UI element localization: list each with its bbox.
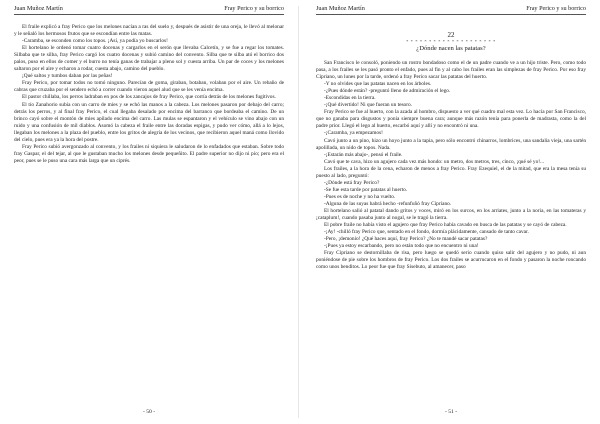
paragraph: El hortelano le ordenó tomar cuatro docenas y cargarlos en el serón que llevaba Calcetín, y se fue a regar los tomates. Silbaba que te silba, fray Perico cargó los cuatro docenas y subió camino del convento. Silba que te silba ató el borrico dos palos, puso en ellos de comer y el burro no tenía ganas de trabajar a pleno sol y cuesta arriba. Un par de coces y los melones saltaron por el aire y echaron a rodar, cuesta abajo, camino del pueblo. <box>14 45 284 73</box>
page-header <box>316 5 586 15</box>
paragraph: -Pues es de noche y no ha vuelto. <box>324 193 396 200</box>
page-gutter <box>298 6 299 418</box>
page-header <box>14 5 284 15</box>
paragraph: -¿Dónde está fray Perico? <box>324 179 380 186</box>
page-body <box>14 24 284 165</box>
paragraph: -Caramba, se esconden como los topos. ¡Así, ya podía yo buscarlos! <box>22 38 168 45</box>
paragraph: Cavó que te cava, hizo un agujero cada vez más hondo: un metro, dos metros, tres, cinco, ¡qué sé yo!... <box>324 158 545 165</box>
paragraph: -¡Estarán más abajo-, pensó el fraile. <box>324 151 403 158</box>
chapter-heading <box>316 31 586 53</box>
paragraph: El fraile explicó a fray Perico que los melones nacían a ras del suelo y, después de asistir de una oreja, le llevó al melonar y le señaló los hermosos frutos que se escondían entre las matas. <box>14 24 284 38</box>
chapter-ornament: * * * * * * * * * * * * * * * * * * * * <box>406 39 496 44</box>
page-body <box>316 60 586 271</box>
paragraph: Fray Cipriano se destornillaba de risa, pero luego se quedó serio cuando quiso salir del agujero y no pudo, ni aun poniéndose de pie sobre los hombros de fray Perico. Los dos frailes se acurrucaron en el fondo y pasaron la noche roncando como unos benditos. Lo peor fue que fray Sisebuto, al amanecer, paso <box>316 250 586 271</box>
header-book-title: Fray Perico y su borrico <box>224 5 284 12</box>
paragraph: El hortelano salió al patatal dando gritos y voces, miró en los surcos, en los arriates, junto a la noria, en las tomateras y ¡cataplum!, cuando pasaba junto al nogal, se le tragó la tierra. <box>316 207 586 222</box>
paragraph: El pobre fraile no había visto el agujero que fray Perico había cavado en busca de las patatas y se cayó de cabeza. <box>324 222 567 229</box>
paragraph: -Se fue esta tarde por patatas al huerto. <box>324 186 408 193</box>
paragraph: -¡Pues ya estoy escarbando, pero no están todo que no encuentro ni una! <box>324 243 479 250</box>
right-page <box>306 0 596 424</box>
paragraph: -Y no olvides que las patatas nacen en los árboles. <box>324 81 432 88</box>
header-book-title: Fray Perico y su borrico <box>526 5 586 12</box>
chapter-title: ¿Dónde nacen las patatas? <box>416 45 486 52</box>
paragraph: -Alguna de las suyas habrá hecho -refunfuñó fray Cipriano. <box>324 200 452 207</box>
paragraph: Fray Perico, por tomar todos no tomó ninguno. Parecían de goma, giraban, botaban, volaban por el aire. Un rebaño de cabras que cruzaba por el sendero echó a correr cuando vieron aquel alud que se les venía encima. <box>14 80 284 94</box>
page-number: - 50 - <box>142 409 156 415</box>
chapter-number: 22 <box>447 31 455 39</box>
paragraph: San Francisco le consoló, poniendo un rostro bondadoso como el de un padre cuando ve a un hijo triste. Pero, como todo pasa, a los frailes se les pasó pronto el enfado, pues al fin y al cabo los frailes eran las simplezas de fray Perico. Por eso fray Cipriano, un lunes por la tarde, ordenó a fray Perico sacar las patatas del huerto. <box>316 60 586 81</box>
page-number: - 51 - <box>444 409 458 415</box>
paragraph: -Pero, ¡demonio! ¿Qué haces aquí, fray Perico? ¿No te mandé sacar patatas? <box>324 236 488 243</box>
paragraph: -Escondidas en la tierra. <box>324 95 376 102</box>
header-author: Juan Muñoz Martín <box>14 5 63 12</box>
header-author: Juan Muñoz Martín <box>316 5 365 12</box>
paragraph: ¡Qué saltos y tumbos daban por las peñas! <box>22 73 113 80</box>
paragraph: -¡Ay! -chilló fray Perico que, sentado en el fondo, dormía plácidamente, cansado de tanto cavar. <box>324 229 529 236</box>
paragraph: Fray Perico subió avergonzado al convento, y los frailes ni siquiera le saludaron de lo enfadados que estaban. Sobre todo fray Gaspar, el del tejar, al que le gustaban mucho los melones desde pequeñito. El padre superior no dijo ni pío; pero era el peor, pues se le puso una cara más larga que un ciprés. <box>14 143 284 164</box>
paragraph: Los frailes, a la hora de la cena, echaron de menos a fray Perico. Fray Ezequiel, el de la mitad, que era la mesa tenía su puesto al lado, preguntó: <box>316 165 586 179</box>
paragraph: Fray Perico se fue al huerto, con la azada al hombro, dispuesto a ver qué cuadro mal esta vez. Lo hacía por San Francisco, que no ganaba para disgustos y ponía siempre buena cara; aunque más razón tenía para ponerla de madrasta, como la del padre prior. Llegó el lego al huerto, escarbó aquí y allí y no encontró ni una. <box>316 109 586 130</box>
paragraph: -¡Qué divertido! Ni que fueran un tesoro. <box>324 102 412 109</box>
paragraph: -¡Caramba, ya empezamos! <box>324 130 383 137</box>
paragraph: -¿Pues dónde están? -preguntó lleno de admiración el lego. <box>324 88 451 95</box>
left-page <box>4 0 294 424</box>
paragraph: El pastor chillaba, los perros ladraban en pos de los zancajos de fray Perico, que corría detrás de los melones fugitivos. <box>22 94 276 101</box>
paragraph: El tío Zanahorio subía con un carro de mies y se echó las manos a la cabeza. Los melones pasaron por debajo del carro; detrás los perros, y al final fray Perico, el cual llegaba desalado por encima del barranco que bordeaba el camino. De un brinco cayó sobre el montón de mies apilado encima del carro. Las mulas se espantaron y el vehículo se vino abajo con un ruido y una confusión de mil diablos. Asomó la cabeza el fraile entre las doradas espigas, y pudo ver cómo, allá a lo lejos, llegaban los melones a la plaza del pueblo, entre los gritos de alegría de los vecinos, que recibieron aquel maná como llovido del cielo, pues era ya la hora del postre. <box>14 101 284 143</box>
paragraph: Cavó junto a un pino, hizo un hoyo junto a la tapia, pero sólo encontró chinarros, lombrices, una sandalia vieja, una sartén apolillada, un nido de topos. Nada. <box>316 137 586 151</box>
